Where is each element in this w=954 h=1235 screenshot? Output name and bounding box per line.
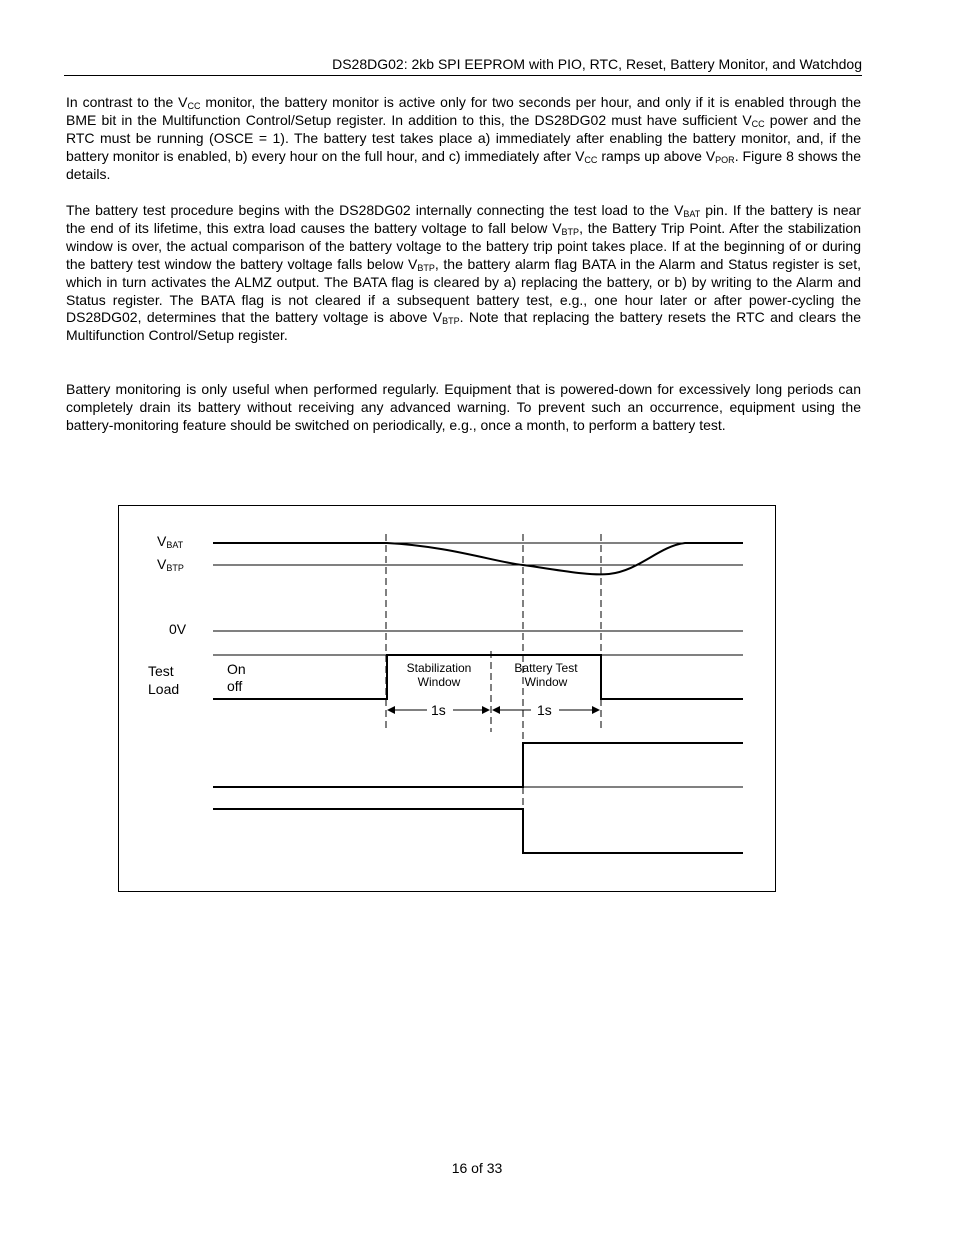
test-load-label-line1: Test (148, 663, 174, 679)
test-load-label-line2: Load (148, 681, 180, 697)
battery-voltage-waveform (213, 543, 743, 574)
header-rule (64, 75, 862, 76)
alarm-output-waveform (213, 809, 743, 853)
battery-test-timing-figure (118, 505, 776, 892)
off-label: off (227, 678, 243, 694)
paragraph-vcc-monitor: In contrast to the $V_{CC}$ monitor, the battery monitor is active only for two seconds per hour, and only if it is enabled through the BME bit in the Multifunction Control/Setup register. In addition to this, the DS28DG02 must have sufficient $V_{CC}$ power and the RTC must be running (OSCE = 1). The battery test takes place a) immediately after enabling the battery monitor, and, if the battery monitor is enabled, b) every hour on the full hour, and c) immediately after $V_{CC}$ ramps up above $V_{POR}$. Figure 8 shows the details. (66, 94, 862, 182)
duration-label-2: 1s (537, 702, 552, 718)
duration-label-1: 1s (431, 702, 446, 718)
paragraph-test-procedure: The battery test procedure begins with the DS28DG02 internally connecting the test load to the $V_{BAT}$ pin. If the battery is near the end of its lifetime, this extra load causes the battery voltage to fall below $V_{BTP}$, the Battery Trip Point. After the stabilization window is over, the actual comparison of the battery voltage to the battery trip point takes place. If at the beginning of or during the battery test window the battery voltage falls below $V_{BTP}$, the battery alarm flag BATA in the Alarm and Status register is set, which in turn activates the ALMZ output. The BATA flag is cleared by a) replacing the battery, or b) by writing to the Alarm and Status register. The BATA flag is not cleared if a subsequent battery test, e.g., one hour later or after power-cycling the DS28DG02, determines that the battery voltage is above $V_{BTP}$. Note that replacing the battery resets the RTC and clears the Multifunction Control/Setup register. (66, 202, 861, 344)
alarm-flag-waveform (213, 743, 743, 787)
stabilization-window-label: Stabilization Window (406, 661, 472, 689)
page-header: DS28DG02: 2kb SPI EEPROM with PIO, RTC, Reset, Battery Monitor, and Watchdog (332, 56, 862, 72)
zero-volt-label: 0V (169, 621, 187, 637)
vbat-label: $V_{BAT}$ (157, 533, 184, 550)
vbtp-label: $V_{BTP}$ (157, 556, 184, 573)
timing-diagram (119, 506, 777, 893)
page-number: 16 of 33 (451, 1160, 503, 1176)
battery-test-window-label: Battery Test Window (514, 661, 578, 689)
paragraph-regular-monitoring: Battery monitoring is only useful when performed regularly. Equipment that is powered-down for excessively long periods can completely drain its battery without receiving any advanced warning. To prevent such an occurrence, equipment using the battery-monitoring feature should be switched on periodically, e.g., once a month, to perform a battery test. (66, 381, 861, 433)
on-label: On (227, 661, 246, 677)
